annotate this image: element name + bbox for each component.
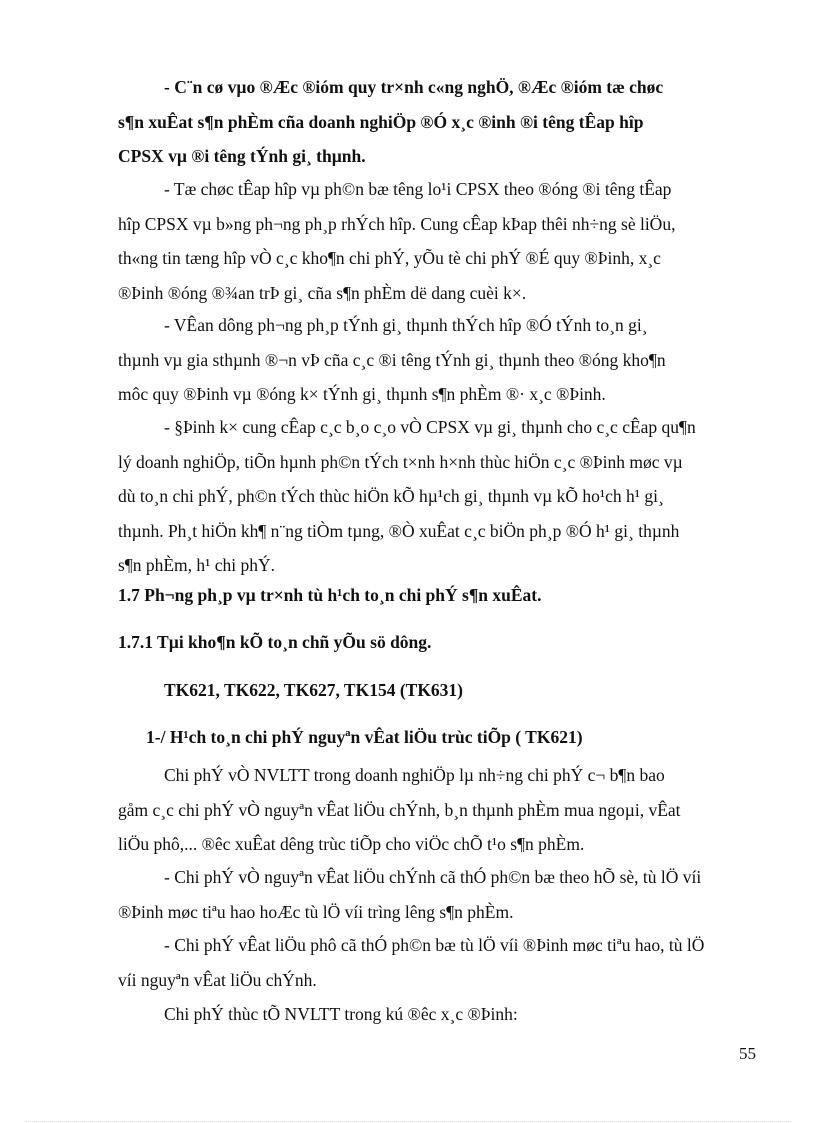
text-line: th«ng tin tæng hîp vÒ c¸c kho¶n chi phÝ, yÕu tè chi phÝ ®É quy ®Þinh, x¸c	[118, 248, 661, 268]
text-line: liÖu phô,... ®êc xuÊat dêng trùc tiÕp cho viÖc chÕ t¹o s¶n phÈm.	[118, 834, 585, 854]
text-line: thµnh vµ gia sthµnh ®¬n vÞ cña c¸c ®i têng tÝnh gi¸ thµnh theo ®óng kho¶n	[118, 349, 666, 370]
paragraph-1	[118, 70, 768, 174]
page-bottom-rule	[25, 1121, 791, 1122]
text-line: Chi phÝ vÒ NVLTT trong doanh nghiÖp lµ nh÷ng chi phÝ c¬ b¶n bao	[164, 765, 665, 785]
text-line: CPSX vµ ®i têng tÝnh gi¸ thµnh.	[118, 146, 366, 166]
paragraph-4	[118, 410, 768, 583]
text-line: môc quy ®Þinh vµ ®óng k× tÝnh gi¸ thµnh s¶n phÈm ®· x¸c ®Þinh.	[118, 384, 606, 404]
text-line: s¶n phÈm, h¹ chi phÝ.	[118, 555, 276, 575]
text-line: lý doanh nghiÖp, tiÕn hµnh ph©n tÝch t×nh h×nh thùc hiÖn c¸c ®Þinh møc vµ	[118, 451, 683, 472]
text-line: hîp CPSX vµ b»ng ph¬ng ph¸p rhÝch hîp. Cung cÊap kÞap thêi nh÷ng sè liÖu,	[118, 213, 676, 234]
paragraph-3	[118, 308, 768, 412]
text-line: - VÊan dông ph¬ng ph¸p tÝnh gi¸ thµnh thÝch hîp ®Ó tÝnh to¸n gi¸	[164, 315, 648, 335]
accounts-line	[118, 673, 768, 708]
section-heading	[118, 578, 768, 613]
section-heading-text: 1.7 Ph¬ng ph¸p vµ tr×nh tù h¹ch to¸n chi phÝ s¶n xuÊat.	[118, 585, 542, 605]
text-line: víi nguyªn vÊat liÖu chÝnh.	[118, 969, 317, 990]
text-line: thµnh. Ph¸t hiÖn kh¶ n¨ng tiÒm tµng, ®Ò xuÊat c¸c biÖn ph¸p ®Ó h¹ gi¸ thµnh	[118, 520, 680, 541]
subsection-heading	[118, 625, 768, 660]
text-line: s¶n xuÊat s¶n phÈm cña doanh nghiÖp ®Ó x¸c ®inh ®i têng tÊap hîp	[118, 111, 644, 132]
text-line: ®Þinh ®óng ®¾an trÞ gi¸ cña s¶n phÈm dë dang cuèi k×.	[118, 282, 527, 303]
text-line: - C¨n cø vµo ®Æc ®ióm quy tr×nh c«ng nghÖ, ®Æc ®ióm tæ chøc	[164, 77, 664, 97]
accounts-line-text: TK621, TK622, TK627, TK154 (TK631)	[164, 680, 464, 700]
text-line: - Chi phÝ vÒ nguyªn vÊat liÖu chÝnh cã thÓ ph©n bæ theo hÕ sè, tù lÖ víi	[164, 867, 702, 887]
body-paragraph-4	[118, 997, 768, 1032]
page-number: 55	[739, 1044, 756, 1063]
text-line: Chi phÝ thùc tÕ NVLTT trong kú ®êc x¸c ®Þinh:	[164, 1004, 518, 1024]
text-line: ®Þinh møc tiªu hao hoÆc tù lÖ víi trìng lêng s¶n phÈm.	[118, 901, 514, 922]
body-paragraph-1	[118, 758, 768, 862]
item-heading-text: 1-/ H¹ch to¸n chi phÝ nguyªn vÊat liÖu trùc tiÕp ( TK621)	[146, 727, 583, 747]
text-line: dù to¸n chi phÝ, ph©n tÝch thùc hiÖn kÕ hµ¹ch gi¸ thµnh vµ kÕ ho¹ch h¹ gi¸	[118, 486, 664, 506]
text-line: - §Þinh k× cung cÊap c¸c b¸o c¸o vÒ CPSX vµ gi¸ thµnh cho c¸c cÊap qu¶n	[164, 417, 696, 437]
body-paragraph-2	[118, 860, 768, 929]
paragraph-2	[118, 172, 768, 310]
body-paragraph-3	[118, 928, 768, 997]
text-line: - Chi phÝ vÊat liÖu phô cã thÓ ph©n bæ tù lÖ víi ®Þinh møc tiªu hao, tù lÖ	[164, 935, 705, 955]
text-line: - Tæ chøc tÊap hîp vµ ph©n bæ têng lo¹i CPSX theo ®óng ®i têng tÊap	[164, 179, 672, 199]
text-line: gåm c¸c chi phÝ vÒ nguyªn vÊat liÖu chÝnh, b¸n thµnh phÈm mua ngoµi, vÊat	[118, 799, 681, 820]
subsection-heading-text: 1.7.1 Tµi kho¶n kÕ to¸n chñ yÕu sö dông.	[118, 632, 432, 652]
item-heading	[118, 720, 768, 755]
